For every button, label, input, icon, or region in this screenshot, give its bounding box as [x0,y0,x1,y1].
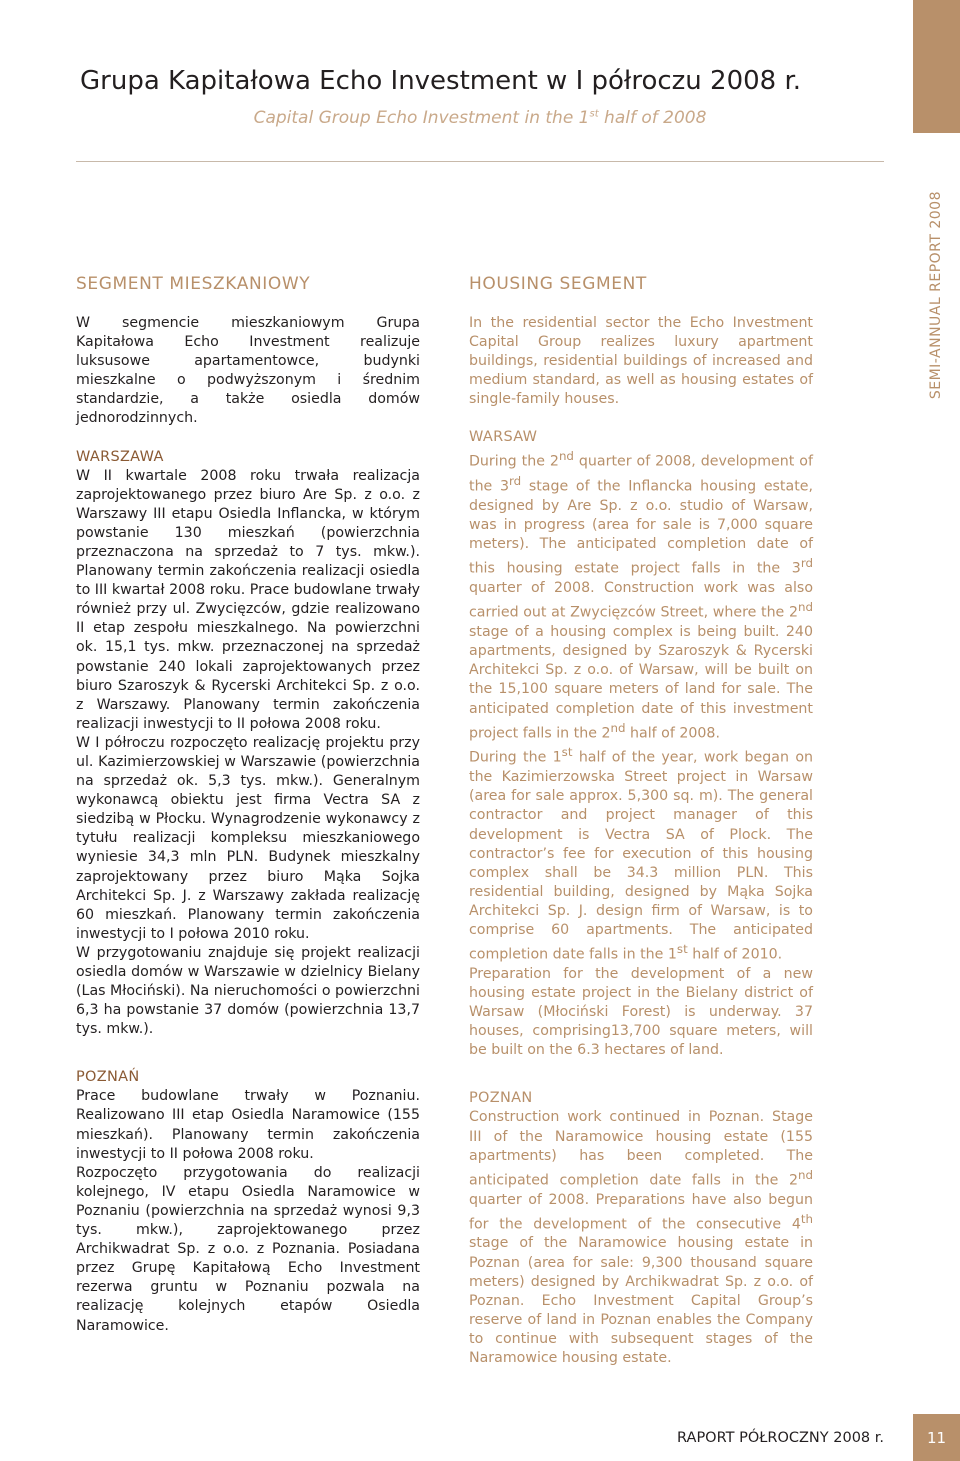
warsaw-paragraph-pl-2: W I półroczu rozpoczęto realizację projektu przy ul. Kazimierzowskiej w Warszawie (powierzchnia na sprzedaż ok. 5,3 tys. mkw.). Generalnym wykonawcą obiektu jest firma Vectra SA z siedzibą w Płocku. Wynagrodzenie wykonawcy z tytułu realizacji kompleksu mieszkaniowego wyniesie 34,3 mln PLN. Budynek mieszkalny zaprojektowany przez biuro Mąka Sojka Architekci Sp. J. z Warszawy zakłada realizację 60 mieszkań. Planowany termin zakończenia inwestycji to I połowa 2010 roku. [76,734,420,942]
intro-paragraph-en: In the residential sector the Echo Investment Capital Group realizes luxury apartment buildings, residential buildings of increased and medium standard, as well as housing estates of single-family houses. [469,315,813,408]
poznan-heading-en: POZNAN [469,1090,533,1107]
warsaw-paragraph-en-2: During the 1st half of the year, work began on the Kazimierzowska Street project in Warsaw (area for sale approx. 5,300 sq. m). The general contractor and project manager of this development is Vectra SA of Plock. The contractor’s fee for execution of this housing complex shall be 34.3 million PLN. This residential building, designed by Mąka Sojka Architekci Sp. J. design firm of Warsaw, is to comprise 60 apartments. The anticipated completion date falls in the 1st half of 2010. [469,745,813,963]
footer-report-label: RAPORT PÓŁROCZNY 2008 r. [677,1430,884,1446]
sidebar-accent-block [913,0,960,133]
poznan-heading-pl: POZNAŃ [76,1069,140,1086]
warsaw-paragraph-en-1: During the 2nd quarter of 2008, development of the 3rd stage of the Inflancka housing estate, designed by Are Sp. z o.o. studio of Warsaw, was in progress (area for sale is 7,000 square meters). The anticipated completion date of this housing estate project falls in the 3rd quarter of 2008. Construction work was also carried out at Zwycięzców Street, where the 2nd stage of a housing complex is being built. 240 apartments, designed by Szaroszyk & Rycerski Architekci Sp. z o.o. of Warsaw, will be built on the 15,100 square meters of land for sale. The anticipated completion date of this investment project falls in the 2nd half of 2008. [469,449,813,742]
page-subtitle: Capital Group Echo Investment in the 1st half of 2008 [253,108,707,128]
page-title: Grupa Kapitałowa Echo Investment w I półroczu 2008 r. [80,66,802,96]
polish-column [76,274,420,1336]
warsaw-paragraph-pl-1: W II kwartale 2008 roku trwała realizacja zaprojektowanego przez biuro Are Sp. z o.o. z Warszawy III etapu Osiedla Inflancka, w którym powstanie 130 mieszkań (powierzchnia przeznaczona na sprzedaż to 7 tys. mkw.). Planowany termin zakończenia realizacji osiedla to III kwartał 2008 roku. Prace budowlane trwały również przy ul. Zwycięzców, gdzie realizowano II etap zespołu mieszkalnego. Na powierzchni ok. 15,1 tys. mkw. przeznaczonej na sprzedaż powstanie 240 lokali zaprojektowanych przez biuro Szaroszyk & Rycerski Architekci Sp. z o.o. z Warszawy. Planowany termin zakończenia realizacji inwestycji to II połowa 2008 roku. [76,467,420,732]
english-column [469,274,813,1368]
side-label [924,183,948,408]
page-number: 11 [913,1414,960,1461]
warsaw-paragraph-en-3: Preparation for the development of a new housing estate project in the Bielany district of Warsaw (Młociński Forest) is underway. 37 houses, comprising13,700 square meters, will be built on the 6.3 hectares of land. [469,965,813,1059]
poznan-paragraph-pl-2: Rozpoczęto przygotowania do realizacji kolejnego, IV etapu Osiedla Naramowice w Poznaniu (powierzchnia na sprzedaż wynosi 9,3 tys. mkw.), zaprojektowanego przez Archikwadrat Sp. z o.o. z Poznania. Posiadana przez Grupę Kapitałową Echo Investment rezerwa gruntu w Poznaniu pozwala na realizację kolejnych etapów Osiedla Naramowice. [76,1164,420,1334]
segment-heading-en: HOUSING SEGMENT [469,274,647,294]
poznan-paragraph-pl-1: Prace budowlane trwały w Poznaniu. Realizowano III etap Osiedla Naramowice (155 mieszkań). Planowany termin zakończenia inwestycji to II połowa 2008 roku. [76,1088,420,1162]
warsaw-heading-en: WARSAW [469,429,538,446]
intro-paragraph-pl: W segmencie mieszkaniowym Grupa Kapitałowa Echo Investment realizuje luksusowe apartamentowce, budynki mieszkalne o podwyższonym i średnim standardzie, a także osiedla domów jednorodzinnych. [76,315,420,427]
poznan-paragraph-en: Construction work continued in Poznan. Stage III of the Naramowice housing estate (155 apartments) has been completed. The anticipated completion date falls in the 2nd quarter of 2008. Preparations have also begun for the development of the consecutive 4th stage of the Naramowice housing estate in Poznan (area for sale: 9,300 thousand square meters) designed by Archikwadrat Sp. z o.o. of Poznan. Echo Investment Capital Group’s reserve of land in Poznan enables the Company to continue with subsequent stages of the Naramowice housing estate. [469,1109,813,1367]
segment-heading-pl: SEGMENT MIESZKANIOWY [76,274,311,294]
warsaw-heading-pl: WARSZAWA [76,448,164,465]
title-divider [76,161,884,162]
warsaw-paragraph-pl-3: W przygotowaniu znajduje się projekt realizacji osiedla domów w Warszawie w dzielnicy Bielany (Las Młociński). Na nieruchomości o powierzchni 6,3 ha powstanie 37 domów (powierzchnia 13,7 tys. mkw.). [76,944,420,1038]
side-label-text: SEMI-ANNUAL REPORT 2008 [928,191,944,400]
